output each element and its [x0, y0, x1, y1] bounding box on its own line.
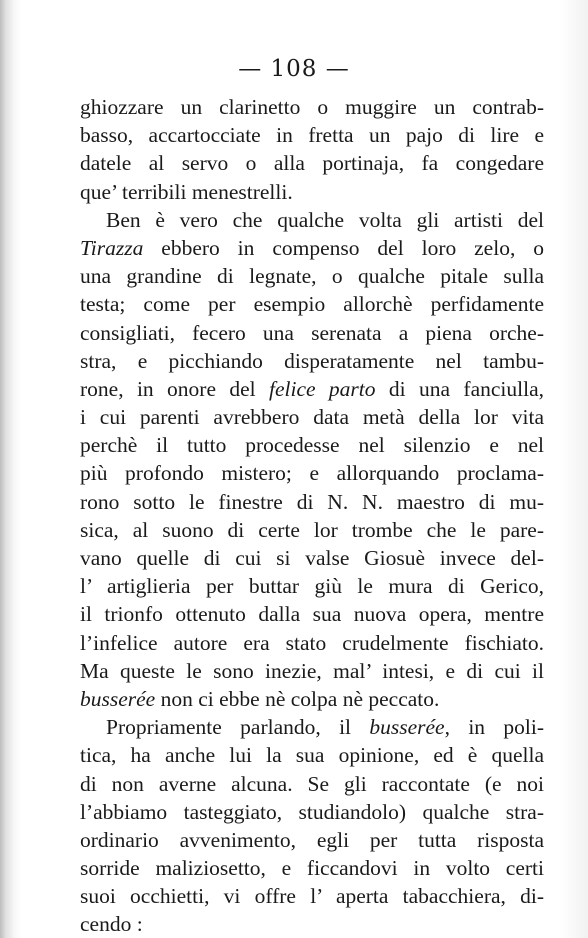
text-segment: vano quelle di cui si valse Giosuè invece del- [80, 546, 544, 570]
text-segment: più profondo mistero; e allorquando proclama- [80, 461, 544, 486]
text-line [80, 544, 544, 572]
text-line [80, 234, 544, 262]
page-number: — 108 — [238, 56, 350, 82]
text-line [80, 600, 544, 628]
text-segment: basso, accartocciate in fretta un pajo di lire e [80, 123, 544, 148]
text-line [80, 431, 544, 459]
text-segment: una grandine di legnate, o qualche pitale sulla [80, 264, 544, 289]
text-line [80, 741, 544, 769]
text-line [80, 319, 544, 347]
text-segment: Ma queste le sono inezie, mal’ intesi, e di cui il [80, 658, 544, 683]
text-line [80, 882, 544, 910]
text-line [80, 516, 544, 544]
paragraph [80, 206, 544, 713]
text-segment: di non averne alcuna. Se gli raccontate (e noi [80, 771, 544, 796]
text-line [80, 262, 544, 290]
text-line [80, 375, 544, 403]
text-segment: ordinario avvenimento, egli per tutta risposta [80, 827, 544, 852]
text-segment: sorride maliziosetto, e ficcandovi in volto certi [80, 856, 544, 881]
text-segment: consigliati, fecero una serenata a piena orche- [80, 320, 544, 345]
text-segment: tica, ha anche lui la sua opinione, ed è quella [80, 743, 544, 768]
paragraph [80, 713, 544, 938]
text-segment: suoi occhietti, vi offre l’ aperta tabacchiera, di- [80, 884, 544, 909]
text-segment: rono sotto le finestre di N. N. maestro di mu- [80, 489, 544, 514]
text-segment: non ci ebbe nè colpa nè peccato. [155, 686, 440, 711]
text-segment: Propriamente parlando, il [106, 715, 370, 740]
text-line [80, 713, 544, 741]
text-segment: perchè il tutto procedesse nel silenzio e nel [80, 433, 544, 458]
body-text [80, 93, 544, 938]
text-line [80, 572, 544, 600]
text-line [80, 459, 544, 487]
text-line [80, 488, 544, 516]
text-line [80, 149, 544, 177]
text-line [80, 93, 544, 121]
text-line [80, 290, 544, 318]
text-line [80, 403, 544, 431]
text-segment: l’abbiamo tasteggiato, studiandolo) qualche stra- [80, 799, 544, 824]
text-segment: que’ terribili menestrelli. [80, 179, 293, 204]
text-segment: , in poli- [444, 715, 544, 740]
text-segment: datele al servo o alla portinaja, fa congedare [80, 151, 544, 176]
text-line [80, 854, 544, 882]
text-segment: stra, e picchiando disperatamente nel tambu- [80, 348, 544, 373]
text-segment: i cui parenti avrebbero data metà della lor vita [80, 405, 544, 430]
text-line [80, 910, 544, 938]
text-segment: Ben è vero che qualche volta gli artisti del [106, 207, 544, 232]
text-segment: il trionfo ottenuto dalla sua nuova opera, mentre [80, 602, 544, 627]
text-line [80, 826, 544, 854]
text-segment: l’ artiglieria per buttar giù le mura di Gerico, [80, 574, 544, 599]
italic-text: Tirazza [80, 235, 144, 260]
text-segment: ghiozzare un clarinetto o muggire un contrab- [80, 95, 544, 119]
text-line [80, 685, 544, 713]
text-line [80, 798, 544, 826]
text-segment: cendo : [80, 912, 143, 937]
text-line [80, 657, 544, 685]
text-line [80, 629, 544, 657]
italic-text: busserée [369, 715, 445, 740]
text-line [80, 206, 544, 234]
text-segment: testa; come per esempio allorchè perfidamente [80, 292, 544, 317]
text-segment: rone, in onore del [80, 376, 270, 401]
text-segment: l’infelice autore era stato crudelmente fischiato. [80, 630, 544, 655]
page-gutter-shadow [0, 0, 14, 938]
text-line [80, 178, 544, 206]
italic-text: busserée [80, 686, 156, 711]
text-segment: ebbero in compenso del loro zelo, o [143, 235, 544, 260]
text-segment: di una fanciulla, [375, 376, 544, 401]
text-line [80, 770, 544, 798]
text-line [80, 121, 544, 149]
text-segment: sica, al suono di certe lor trombe che le pare- [80, 517, 544, 542]
italic-text: felice parto [269, 376, 376, 401]
paragraph [80, 93, 544, 206]
text-line [80, 347, 544, 375]
